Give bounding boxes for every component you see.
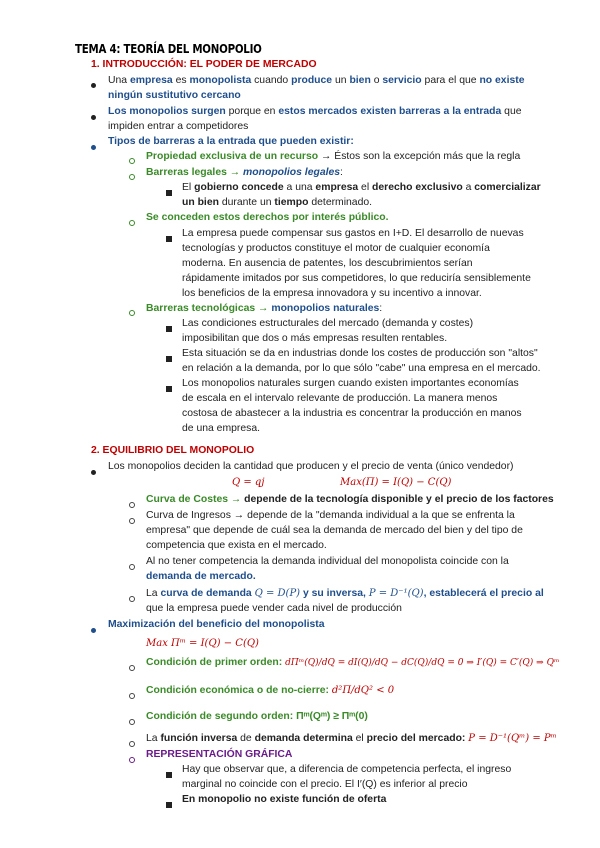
bullet-square [166,768,172,783]
s2-c3-line2: demanda de mercado. [146,571,256,582]
bullet-dot-blue [91,140,96,155]
bullet-circle-green [129,306,135,321]
bullet-dot-blue [91,623,96,638]
bullet-square [166,232,172,247]
s1-s5-line1: Los monopolios naturales surgen cuando existen importantes economías [182,378,519,389]
page-title: TEMA 4: TEORÍA DEL MONOPOLIO [75,41,262,56]
s1-c2: Barreras legales → monopolios legales: [146,167,343,178]
s1-p1-line1: Una empresa es monopolista cuando produce un bien o servicio para el que no existe [108,75,525,86]
s2-p1: Los monopolios deciden la cantidad que producen y el precio de venta (único vendedor) [108,461,514,472]
s2-c4-line1: La curva de demanda Q = D(P) y su inversa, P = D⁻¹(Q), establecerá el precio al [146,588,544,599]
bullet-square [166,382,172,397]
s2-r1-line2: marginal no coincide con el precio. El I′(Q) es inferior al precio [182,779,468,790]
s1-s5-line4: de una empresa. [182,423,260,434]
s1-s2-line5: los beneficios de la empresa innovadora y su incentivo a innovar. [182,288,482,299]
s2-r1-line1: Hay que observar que, a diferencia de competencia perfecta, el ingreso [182,764,512,775]
s1-p3: Tipos de barreras a la entrada que pueden existir: [108,136,354,147]
s1-s2-line4: rápidamente imitados por sus competidores, lo que reduciría sensiblemente [182,273,531,284]
bullet-dot [91,78,96,93]
bullet-circle [129,560,135,575]
bullet-circle [129,514,135,529]
s1-c4: Barreras tecnológicas → monopolios naturales: [146,303,383,314]
s1-p1-line2: ningún sustitutivo cercano [108,90,241,101]
bullet-circle-green [129,154,135,169]
s1-c3: Se conceden estos derechos por interés público. [146,212,389,223]
s2-cond3: Condición de segundo orden: Πᵐ(Qᵐ) ≥ Πᵐ(0) [146,711,368,722]
bullet-dot [91,465,96,480]
equation-max-monopoly: Max Πᵐ = I(Q) − C(Q) [146,638,259,649]
bullet-circle-purple [129,753,135,768]
section-2-heading: 2. EQUILIBRIO DEL MONOPOLIO [91,445,255,456]
bullet-circle [129,498,135,513]
section-1-heading: 1. INTRODUCCIÓN: EL PODER DE MERCADO [91,59,317,70]
s2-representation: REPRESENTACIÓN GRÁFICA [146,749,293,760]
bullet-circle-green [129,170,135,185]
s1-p2-line1: Los monopolios surgen porque en estos mercados existen barreras a la entrada que [108,106,522,117]
equation-max-profit: Max(Π) = I(Q) − C(Q) [340,477,452,488]
s1-s2-line1: La empresa puede compensar sus gastos en I+D. El desarrollo de nuevas [182,228,524,239]
s2-cond1: Condición de primer orden: dΠᵐ(Q)/dQ = dI(Q)/dQ − dC(Q)/dQ = 0 ⇒ I′(Q) = C′(Q) ⇒ Qᵐ [146,657,560,668]
s1-s5-line2: de escala en el intervalo relevante de producción. La manera menos [182,393,498,404]
bullet-circle-green [129,216,135,231]
s1-s2-line2: tecnologías y productos constituye el motor de cualquier economía [182,243,490,254]
bullet-circle [129,715,135,730]
s1-s1-line2: un bien durante un tiempo determinado. [182,197,373,208]
s2-c5: La función inversa de demanda determina el precio del mercado: P = D⁻¹(Qᵐ) = Pᵐ [146,733,557,744]
s2-cond2: Condición económica o de no-cierre: d²Π/dQ² < 0 [146,685,395,696]
s1-s3-line1: Las condiciones estructurales del mercado (demanda y costes) [182,318,474,329]
bullet-square [166,798,172,813]
bullet-square [166,352,172,367]
bullet-circle [129,737,135,752]
s1-s2-line3: moderna. En ausencia de patentes, los descubrimientos serían [182,258,473,269]
s1-c1: Propiedad exclusiva de un recurso → Éstos son la excepción más que la regla [146,151,521,162]
bullet-circle [129,592,135,607]
equation-q: Q = qj [232,477,265,488]
s2-c4-line2: que la empresa puede vender cada nivel de producción [146,603,402,614]
s2-c2-line1: Curva de Ingresos → depende de la "demanda individual a la que se enfrenta la [146,510,515,521]
s2-r2: En monopolio no existe función de oferta [182,794,387,805]
bullet-square [166,322,172,337]
s1-s4-line1: Esta situación se da en industrias donde los costes de producción son "altos" [182,348,538,359]
s2-p2: Maximización del beneficio del monopolista [108,619,325,630]
s2-c3-line1: Al no tener competencia la demanda individual del monopolista coincide con la [146,556,509,567]
s2-c1: Curva de Costes → depende de la tecnología disponible y el precio de los factores [146,494,554,505]
s2-c2-line3: competencia que exista en el mercado. [146,540,327,551]
s1-p2-line2: impiden entrar a competidores [108,121,249,132]
s1-s4-line2: en relación a la demanda, por lo que sólo "cabe" una empresa en el mercado. [182,363,541,374]
s1-s3-line2: imposibilitan que dos o más empresas resulten rentables. [182,333,448,344]
s2-c2-line2: empresa" que depende de cuál sea la demanda de mercado del bien y del tipo de [146,525,523,536]
bullet-circle [129,661,135,676]
bullet-dot [91,110,96,125]
s1-s1-line1: El gobierno concede a una empresa el derecho exclusivo a comercializar [182,182,541,193]
s1-s5-line3: costosa de abastecer a la industria es concentrar la producción en manos [182,408,522,419]
bullet-circle [129,689,135,704]
bullet-square [166,186,172,201]
